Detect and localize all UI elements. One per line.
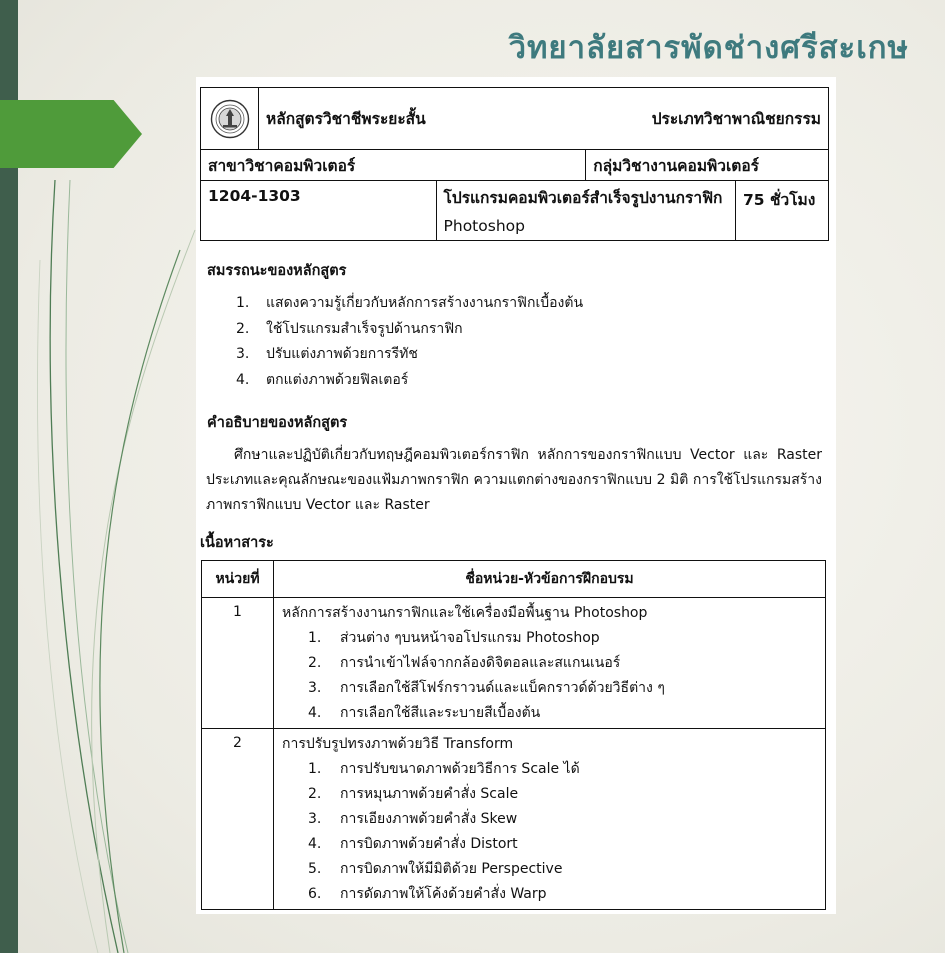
- unit-title: การปรับรูปทรงภาพด้วยวิธี Transform: [282, 736, 514, 752]
- col-unit-header: หน่วยที่: [202, 561, 274, 598]
- list-item: 2. ใช้โปรแกรมสำเร็จรูปด้านกราฟิก: [236, 320, 463, 337]
- unit-number: 1: [202, 598, 274, 729]
- description-text: ศึกษาและปฏิบัติเกี่ยวกับทฤษฎีคอมพิวเตอร์กราฟิก หลักการของกราฟิกแบบ Vector และ Raster ประเภทและคุณลักษณะของแฟ้มภาพกราฟิก ความแตกต่างของกราฟิกแบบ 2 มิติ การใช้โปรแกรมสร้างภาพกราฟิกแบบ Vector และ Raster: [206, 447, 822, 513]
- course-document-content: [196, 518, 836, 914]
- course-code: 1204-1303: [201, 181, 437, 241]
- list-item: 3. การเอียงภาพด้วยคำสั่ง Skew: [308, 811, 518, 827]
- slide-title: วิทยาลัยสารพัดช่างศรีสะเกษ: [508, 30, 909, 66]
- list-item: 1. แสดงความรู้เกี่ยวกับหลักการสร้างงานกราฟิกเบื้องต้น: [236, 295, 584, 311]
- list-item: 3. การเลือกใช้สีโฟร์กราวนด์และแบ็คกราวด์ด้วยวิธีต่าง ๆ: [308, 680, 665, 696]
- unit-title: หลักการสร้างงานกราฟิกและใช้เครื่องมือพื้นฐาน Photoshop: [282, 605, 648, 621]
- course-document-top: [196, 77, 836, 518]
- list-item: 2. การนำเข้าไฟล์จากกล้องดิจิตอลและสแกนเนอร์: [308, 655, 621, 671]
- list-item: 4. การบิดภาพด้วยคำสั่ง Distort: [308, 836, 518, 852]
- competencies-title: สมรรถนะของหลักสูตร: [207, 263, 347, 279]
- course-header-table: [200, 87, 829, 241]
- description-title: คำอธิบายของหลักสูตร: [207, 415, 348, 431]
- list-item: 4. การเลือกใช้สีและระบายสีเบื้องต้น: [308, 705, 541, 721]
- college-seal-icon: [210, 99, 250, 139]
- course-name: [436, 181, 735, 241]
- group-name: กลุ่มวิชางานคอมพิวเตอร์: [586, 150, 829, 181]
- list-item: 2. การหมุนภาพด้วยคำสั่ง Scale: [308, 786, 519, 802]
- table-row: [202, 598, 826, 729]
- unit-number: 2: [202, 729, 274, 910]
- seal-cell: [201, 88, 259, 150]
- course-name-line1: โปรแกรมคอมพิวเตอร์สำเร็จรูปงานกราฟิก: [443, 189, 723, 207]
- content-title: เนื้อหาสาระ: [200, 535, 274, 551]
- green-arrow-shape: [0, 100, 142, 168]
- list-item: 1. ส่วนต่าง ๆบนหน้าจอโปรแกรม Photoshop: [308, 630, 600, 646]
- list-item: 1. การปรับขนาดภาพด้วยวิธีการ Scale ได้: [308, 761, 580, 777]
- program-name: หลักสูตรวิชาชีพระยะสั้น: [259, 88, 586, 150]
- list-item: 4. ตกแต่งภาพด้วยฟิลเตอร์: [236, 371, 409, 388]
- course-hours: 75 ชั่วโมง: [736, 181, 829, 241]
- unit-topics: [274, 729, 826, 910]
- course-name-line2: Photoshop: [443, 217, 525, 235]
- list-item: 3. ปรับแต่งภาพด้วยการรีทัช: [236, 346, 418, 362]
- content-table: [201, 560, 826, 910]
- field-name: สาขาวิชาคอมพิวเตอร์: [201, 150, 586, 181]
- list-item: 5. การบิดภาพให้มีมิติด้วย Perspective: [308, 861, 563, 877]
- list-item: 6. การดัดภาพให้โค้งด้วยคำสั่ง Warp: [308, 886, 547, 902]
- program-type: ประเภทวิชาพาณิชยกรรม: [586, 88, 829, 150]
- unit-topics: [274, 598, 826, 729]
- col-topic-header: ชื่อหน่วย-หัวข้อการฝึกอบรม: [274, 561, 826, 598]
- competencies-list: [236, 291, 583, 393]
- table-row: [202, 729, 826, 910]
